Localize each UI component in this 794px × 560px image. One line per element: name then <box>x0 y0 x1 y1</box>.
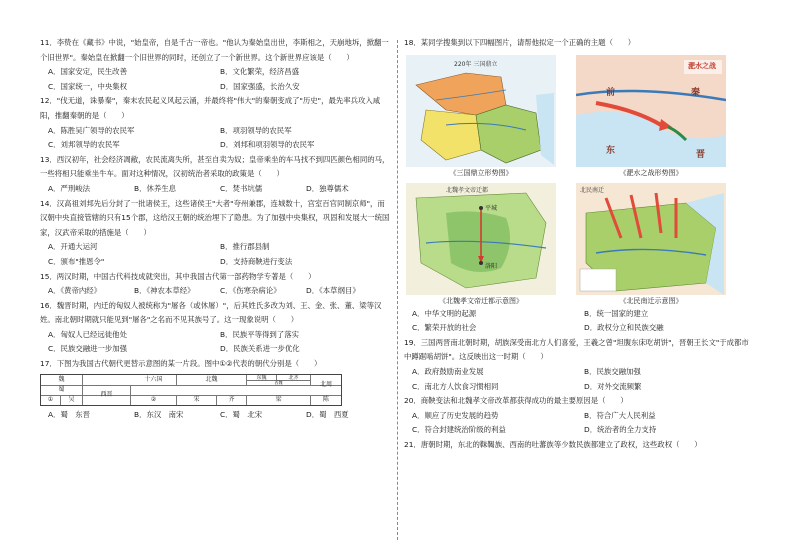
northern-migration-map <box>576 183 726 295</box>
option-c[interactable]: C．刘邦领导的农民军 <box>48 140 120 150</box>
timeline-cell: 齐 <box>217 395 247 405</box>
map-tag: 秦 <box>691 87 701 98</box>
left-column <box>40 36 392 422</box>
question-15 <box>40 270 392 299</box>
question-stem: 11．李贽在《藏书》中说，"始皇帝，自是千古一帝也。"他认为秦始皇出世，李斯相之，天崩地坼，掀翻一个旧世界"。秦始皇在掀翻一个旧世界的同时，还创立了一个新世界。这个新世界应该是（ ） <box>40 38 389 62</box>
option-c[interactable]: C．焚书坑儒 <box>220 183 263 193</box>
dynasty-timeline <box>40 374 342 406</box>
option-b[interactable]: B．推行郡县制 <box>220 242 270 252</box>
feishui-battle-map <box>576 55 726 167</box>
option-a[interactable]: A．中华文明的起源 <box>412 308 477 318</box>
option-d[interactable]: D．支持商鞅进行变法 <box>220 256 293 266</box>
question-stem: 16．魏晋时期，内迁的匈奴人被统称为"屠各（或休屠）"，后其姓氏多改为刘、王、金、张、董、梁等汉姓。南北朝时期就只能见到"屠各"之名而不见其族号了。这一现象说明（ ） <box>40 300 382 325</box>
option-b[interactable]: B．统一国家的建立 <box>584 308 649 318</box>
map-caption: 《北魏孝文帝迁都示意图》 <box>439 296 523 305</box>
timeline-cell: 北周 <box>319 380 332 388</box>
question-13 <box>40 153 392 197</box>
question-stem: 17．下图为我国古代朝代更替示意图的某一片段。图中①②代表的朝代分别是（ ） <box>40 359 322 369</box>
option-a[interactable]: A．严刑峻法 <box>48 183 91 193</box>
option-d[interactable]: D．民族关系进一步优化 <box>220 344 300 354</box>
question-17 <box>40 357 392 422</box>
option-a[interactable]: A．蜀 东晋 <box>48 409 91 419</box>
timeline-cell: 吴 <box>61 395 83 405</box>
question-stem: 21．唐朝时期，东北的靺鞨族、西南的吐蕃族等少数民族都建立了政权，这些政权（ ） <box>404 439 702 449</box>
timeline-cell: 西晋 <box>83 385 131 405</box>
option-d[interactable]: D．独尊儒术 <box>306 183 349 193</box>
option-a[interactable]: A．顺应了历史发展的趋势 <box>412 410 499 420</box>
timeline-cell: 蜀 <box>41 385 83 395</box>
question-14 <box>40 197 392 270</box>
option-b[interactable]: B．文化繁荣，经济昌盛 <box>220 67 299 77</box>
timeline-cell: 陈 <box>322 395 329 403</box>
option-b[interactable]: B．项羽领导的农民军 <box>220 125 292 135</box>
question-18 <box>404 36 756 336</box>
three-kingdoms-map <box>406 55 556 167</box>
option-c[interactable]: C．民族交融进一步加强 <box>48 344 128 354</box>
timeline-cell: 梁 <box>247 395 311 405</box>
option-b[interactable]: B．民族交融加强 <box>584 366 641 376</box>
option-a[interactable]: A．开通大运河 <box>48 242 98 252</box>
option-c[interactable]: C．蜀 北宋 <box>220 409 263 419</box>
option-a[interactable]: A．政府鼓励南业发展 <box>412 366 484 376</box>
timeline-cell: 北魏 <box>177 375 247 385</box>
question-21 <box>404 438 756 453</box>
question-20 <box>404 394 756 438</box>
map-label: 220年 三国鼎立 <box>454 60 498 68</box>
option-c[interactable]: C．《伤寒杂病论》 <box>220 286 281 296</box>
map-caption: 《淝水之战形势图》 <box>619 168 683 177</box>
question-16 <box>40 299 392 357</box>
option-c[interactable]: C．繁荣开放的社会 <box>412 323 477 333</box>
option-a[interactable]: A．国家安定，民生改善 <box>48 67 127 77</box>
question-stem: 14．汉高祖刘邦先后分封了一批诸侯王，这些诸侯王"大者"夸州兼郡，连城数十，宫室百官同制京师"，而汉朝中央直接管辖的只有15个郡，这给汉王朝的统治埋下了隐患。为了加强中央集权，巩固和发展大一统国家，汉武帝采取的措施是（ ） <box>40 198 390 237</box>
option-a[interactable]: A．陈胜吴广领导的农民军 <box>48 125 135 135</box>
question-stem: 13．西汉初年，社会经济凋敝，农民流离失所，甚至自卖为奴；皇帝乘坐的车马找不到四匹颜色相同的马，一些将相只能乘坐牛车。面对这种情况，汉初统治者采取的政策是（ ） <box>40 154 390 179</box>
map-tag: 洛阳 <box>485 262 498 270</box>
map-tag: 平城 <box>485 204 498 212</box>
timeline-cell: 宋 <box>177 395 217 405</box>
map-panel <box>406 55 556 179</box>
option-d[interactable]: D．蜀 西夏 <box>306 409 349 419</box>
timeline-cell: 东魏 <box>247 375 277 381</box>
question-stem: 18．某同学搜集到以下四幅图片，请帮他拟定一个正确的主题（ ） <box>404 38 636 47</box>
timeline-cell: ② <box>131 395 177 405</box>
option-c[interactable]: C．符合封建统治阶级的利益 <box>412 425 506 435</box>
timeline-cell: 西魏 <box>247 381 311 385</box>
option-b[interactable]: B．民族平等得到了落实 <box>220 329 299 339</box>
option-b[interactable]: B．《神农本草经》 <box>134 286 195 296</box>
option-a[interactable]: A．《黄帝内经》 <box>48 286 102 296</box>
map-tag: 东 <box>606 145 616 156</box>
option-c[interactable]: C．国家统一，中央集权 <box>48 81 128 91</box>
option-c[interactable]: C．颁布"推恩令" <box>48 256 105 266</box>
map-tag: 前 <box>606 87 616 98</box>
option-d[interactable]: D．国家强盛，长治久安 <box>220 81 300 91</box>
option-a[interactable]: A．匈奴人已经远徙他处 <box>48 329 127 339</box>
map-label: 北民南迁 <box>580 186 605 194</box>
timeline-cell: 魏 <box>41 375 83 385</box>
question-stem: 12．"伐无道，诛暴秦"，秦末农民起义风起云涌，并最终将"伟大"的秦朝变成了"历史"，最先率兵攻入咸阳，推翻秦朝的是（ ） <box>40 96 381 120</box>
question-12 <box>40 94 392 152</box>
map-caption: 《三国鼎立形势图》 <box>449 168 513 177</box>
timeline-cell: 十六国 <box>131 375 177 385</box>
timeline-cell: ① <box>41 395 61 405</box>
map-panel <box>406 183 556 307</box>
option-b[interactable]: B．休养生息 <box>134 183 177 193</box>
option-c[interactable]: C．南北方人饮食习惯相同 <box>412 381 499 391</box>
right-column <box>404 36 756 453</box>
option-d[interactable]: D．刘邦和项羽领导的农民军 <box>220 140 315 150</box>
map-label: 北魏孝文帝迁都 <box>446 186 489 194</box>
question-stem: 19．三国两晋南北朝时期，胡族深受南北方人们喜爱，王羲之曾"坦腹东床吃胡饼"，晋朝王长文"于成都市中蹲踞啮胡饼"。这反映出这一时期（ ） <box>404 337 749 362</box>
column-divider <box>397 40 398 540</box>
map-caption: 《北民南迁示意图》 <box>619 296 683 305</box>
map-panel <box>576 55 726 179</box>
option-b[interactable]: B．符合广大人民利益 <box>584 410 656 420</box>
question-stem: 15．两汉时期，中国古代科技成就突出，其中我国古代第一部药物学专著是（ ） <box>40 271 316 281</box>
option-b[interactable]: B．东汉 南宋 <box>134 409 184 419</box>
option-d[interactable]: D．对外交流频繁 <box>584 381 642 391</box>
timeline-cell: 北齐 <box>277 375 311 381</box>
question-19 <box>404 336 756 394</box>
map-label: 淝水之战 <box>688 61 716 70</box>
map-panel <box>576 183 726 307</box>
question-stem: 20．商鞅变法和北魏孝文帝改革都获得成功的最主要原因是（ ） <box>404 396 628 406</box>
northern-wei-capital-map <box>406 183 556 295</box>
option-d[interactable]: D．统治者的全力支持 <box>584 425 657 435</box>
map-grid <box>406 55 756 307</box>
question-11 <box>40 36 392 94</box>
option-d[interactable]: D．政权分立和民族交融 <box>584 323 664 333</box>
map-tag: 晋 <box>696 149 706 160</box>
option-d[interactable]: D．《本草纲目》 <box>306 286 360 296</box>
